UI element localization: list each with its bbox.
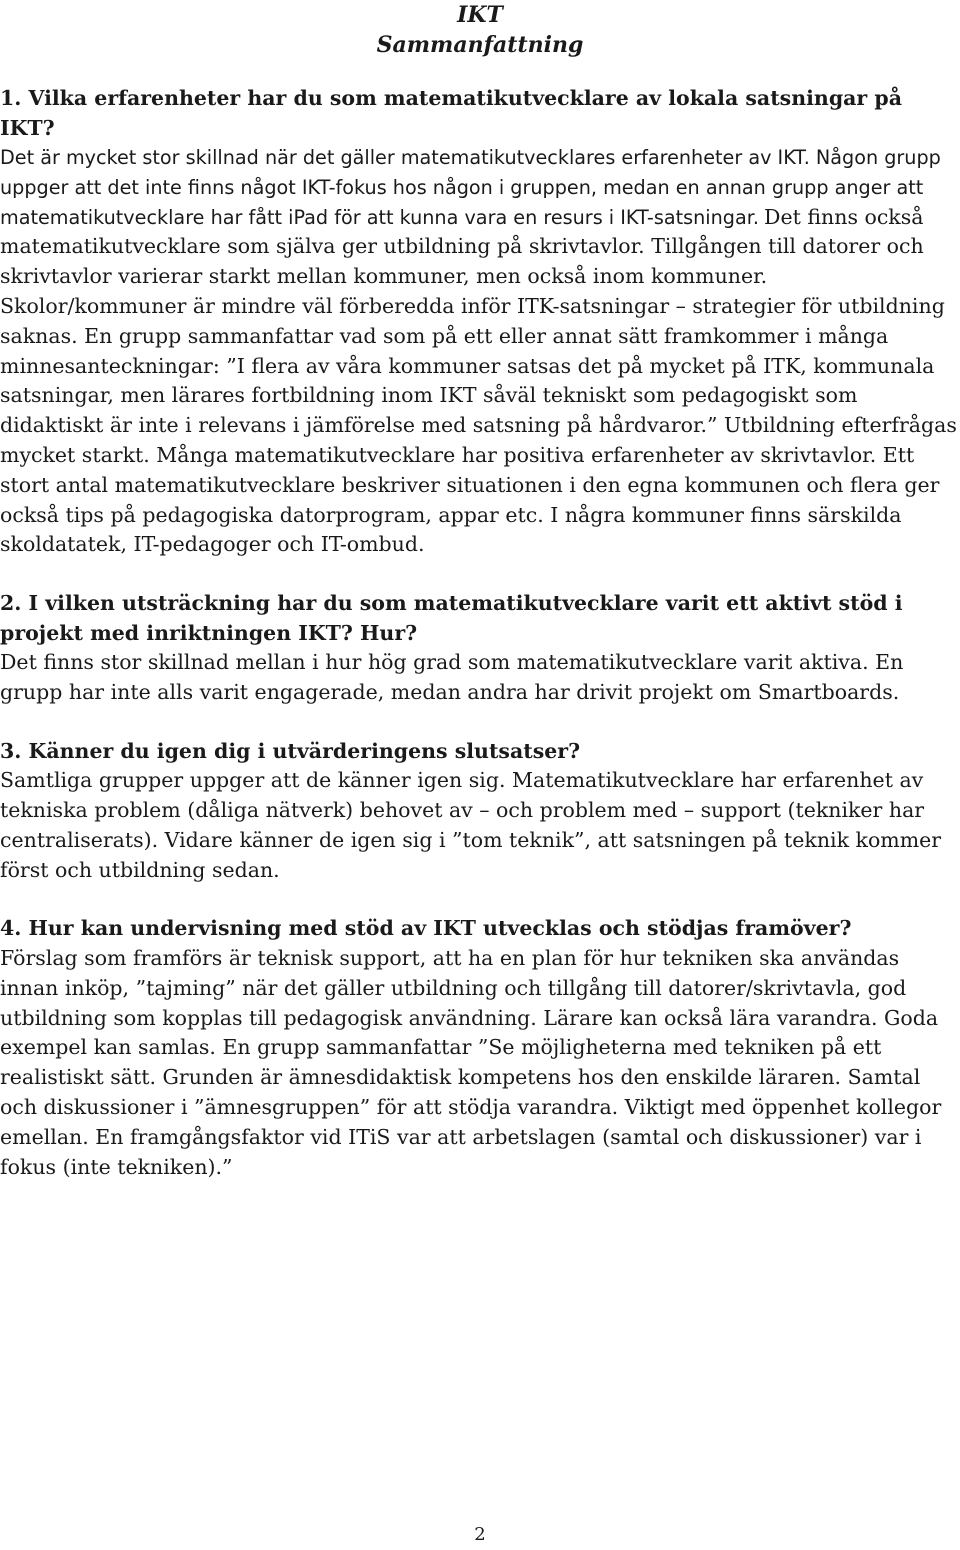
section-4 bbox=[0, 914, 958, 1182]
document-body bbox=[0, 84, 958, 1211]
answer-text: Det finns också matematikutvecklare som själva ger utbildning på skrivtavlor. Tillgången till datorer och skrivtavlor varierar starkt mellan kommuner, men också inom kommuner. Skolor/kommuner är mindre väl förberedda inför ITK-satsningar – strategier för utbildning saknas. En grupp sammanfattar vad som på ett eller annat sätt framkommer i många minnesanteckningar: ”I flera av våra kommuner satsas det på mycket på ITK, kommunala satsningar, men lärares fortbildning inom IKT såväl tekniskt som pedagogiskt som didaktiskt är inte i relevans i jämförelse med satsning på hårdvaror.” Utbildning efterfrågas mycket starkt. Många matematikutvecklare har positiva erfarenheter av skrivtavlor. Ett stort antal matematikutvecklare beskriver situationen i den egna kommunen och flera ger också tips på pedagogiska datorprogram, appar etc. I några kommuner finns särskilda skoldatatek, IT-pedagoger och IT-ombud. bbox=[0, 204, 957, 557]
answer-text: Det finns stor skillnad mellan i hur hög grad som matematikutvecklare varit aktiva. En grupp har inte alls varit engagerade, medan andra har drivit projekt om Smartboards. bbox=[0, 650, 904, 704]
section-2 bbox=[0, 589, 958, 708]
page-number: 2 bbox=[474, 1524, 486, 1545]
section-1 bbox=[0, 84, 958, 560]
question-heading: 2. I vilken utsträckning har du som matematikutvecklare varit ett aktivt stöd i projekt med inriktningen IKT? Hur? bbox=[0, 591, 903, 645]
page-title: IKT bbox=[457, 2, 503, 28]
section-3 bbox=[0, 737, 958, 886]
answer-lead-text: Det är mycket stor skillnad när det gäller matematikutvecklares erfarenheter av IKT. Någon grupp uppger att det inte finns något IKT-fokus hos någon i gruppen, medan en annan grupp anger att matematikutvecklare har fått iPad för att kunna vara en resurs i IKT-satsningar. bbox=[0, 146, 941, 229]
question-heading: 3. Känner du igen dig i utvärderingens slutsatser? bbox=[0, 738, 581, 763]
page-subtitle: Sammanfattning bbox=[376, 32, 584, 58]
title-block bbox=[0, 0, 960, 60]
answer-text: Samtliga grupper uppger att de känner igen sig. Matematikutvecklare har erfarenhet av tekniska problem (dåliga nätverk) behovet av – och problem med – support (tekniker har centraliserats). Vidare känner de igen sig i ”tom teknik”, att satsningen på teknik kommer först och utbildning sedan. bbox=[0, 768, 942, 882]
question-heading: 4. Hur kan undervisning med stöd av IKT utvecklas och stödjas framöver? bbox=[0, 916, 852, 941]
question-heading: 1. Vilka erfarenheter har du som matematikutvecklare av lokala satsningar på IKT? bbox=[0, 86, 902, 140]
answer-text: Förslag som framförs är teknisk support, att ha en plan för hur tekniken ska användas innan inköp, ”tajming” när det gäller utbildning och tillgång till datorer/skrivtavla, god utbildning som kopplas till pedagogisk användning. Lärare kan också lära varandra. Goda exempel kan samlas. En grupp sammanfattar ”Se möjligheterna med tekniken på ett realistiskt sätt. Grunden är ämnesdidaktisk kompetens hos den enskilde läraren. Samtal och diskussioner i ”ämnesgruppen” för att stödja varandra. Viktigt med öppenhet kollegor emellan. En framgångsfaktor vid ITiS var att arbetslagen (samtal och diskussioner) var i fokus (inte tekniken).” bbox=[0, 945, 942, 1179]
